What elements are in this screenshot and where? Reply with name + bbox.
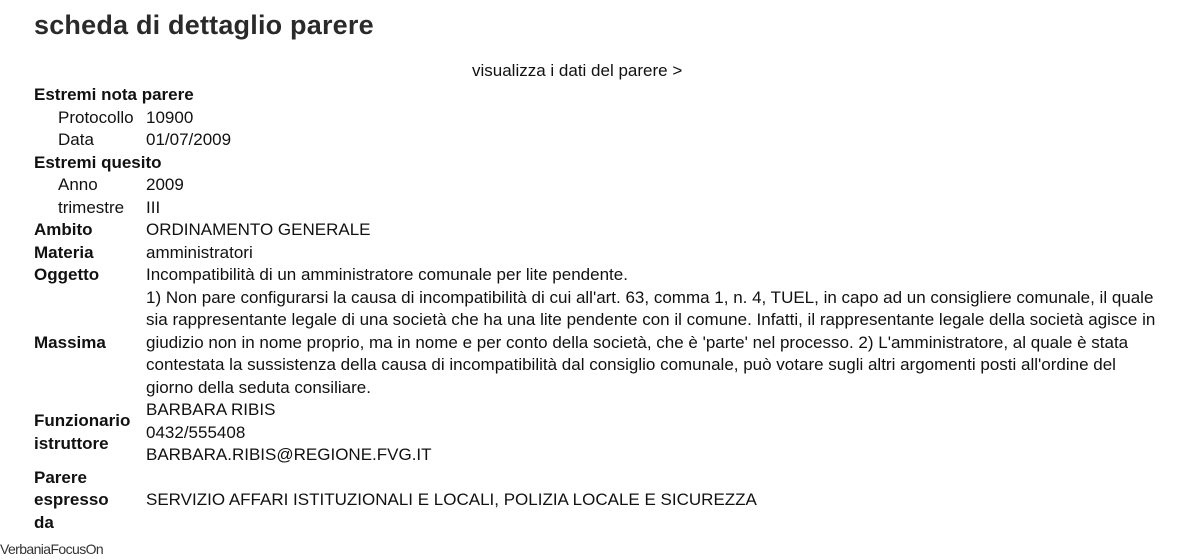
funzionario-label-line2: istruttore xyxy=(34,433,109,453)
funzionario-row xyxy=(34,399,1164,467)
protocollo-value: 10900 xyxy=(146,107,194,127)
protocollo-row xyxy=(34,107,1164,130)
massima-value: 1) Non pare configurarsi la causa di incompatibilità di cui all'art. 63, comma 1, n. 4, TUEL, in capo ad un consigliere comunale, il quale sia rappresentante legale di una società che ha una lite pendente con il comune. Infatti, il rappresentante legale della società agisce in giudizio non in nome proprio, ma in nome e per conto della società, che è 'parte' nel processo. 2) L'amministratore, al quale è stata contestata la sussistenza della causa di incompatibilità dal consiglio comunale, può votare sugli altri argomenti posti all'ordine del giorno della seduta consiliare. xyxy=(146,287,1156,397)
parere-label-line2: espresso xyxy=(34,490,109,509)
trimestre-label: trimestre xyxy=(58,197,125,217)
parere-value: SERVIZIO AFFARI ISTITUZIONALI E LOCALI, POLIZIA LOCALE E SICUREZZA xyxy=(146,490,757,509)
data-label: Data xyxy=(58,130,94,149)
anno-row xyxy=(34,174,1164,197)
protocollo-label: Protocollo xyxy=(58,107,134,127)
massima-label: Massima xyxy=(34,332,106,352)
page-title: scheda di dettaglio parere xyxy=(34,10,374,40)
anno-label: Anno xyxy=(58,175,98,194)
data-value: 01/07/2009 xyxy=(146,130,232,149)
trimestre-value: III xyxy=(146,197,161,217)
materia-value: amministratori xyxy=(146,242,253,262)
parere-row xyxy=(34,467,1164,535)
parere-label-line1: Parere xyxy=(34,467,87,487)
view-parere-data-link[interactable]: visualizza i dati del parere > xyxy=(472,61,683,80)
funzionario-name: BARBARA RIBIS xyxy=(146,400,276,419)
parere-label xyxy=(34,467,146,535)
trimestre-row xyxy=(34,197,1164,220)
data-row xyxy=(34,129,1164,152)
watermark: VerbaniaFocusOn xyxy=(0,541,104,557)
funzionario-phone: 0432/555408 xyxy=(146,422,246,442)
massima-row xyxy=(34,287,1164,400)
estremi-nota-heading: Estremi nota parere xyxy=(34,85,194,104)
ambito-label: Ambito xyxy=(34,220,93,239)
funzionario-value xyxy=(146,399,1164,467)
oggetto-label: Oggetto xyxy=(34,265,100,284)
estremi-quesito-row xyxy=(34,152,1164,175)
materia-row xyxy=(34,242,1164,265)
anno-value: 2009 xyxy=(146,175,184,194)
ambito-value: ORDINAMENTO GENERALE xyxy=(146,220,371,239)
estremi-nota-row xyxy=(34,84,1164,107)
materia-label: Materia xyxy=(34,242,94,262)
parere-detail-table xyxy=(34,84,1164,534)
parere-label-line3: da xyxy=(34,512,54,532)
funzionario-email: BARBARA.RIBIS@REGIONE.FVG.IT xyxy=(146,445,432,464)
estremi-quesito-heading: Estremi quesito xyxy=(34,152,162,172)
oggetto-value: Incompatibilità di un amministratore comunale per lite pendente. xyxy=(146,265,628,284)
ambito-row xyxy=(34,219,1164,242)
oggetto-row xyxy=(34,264,1164,287)
funzionario-label xyxy=(34,399,146,467)
funzionario-label-line1: Funzionario xyxy=(34,411,131,431)
